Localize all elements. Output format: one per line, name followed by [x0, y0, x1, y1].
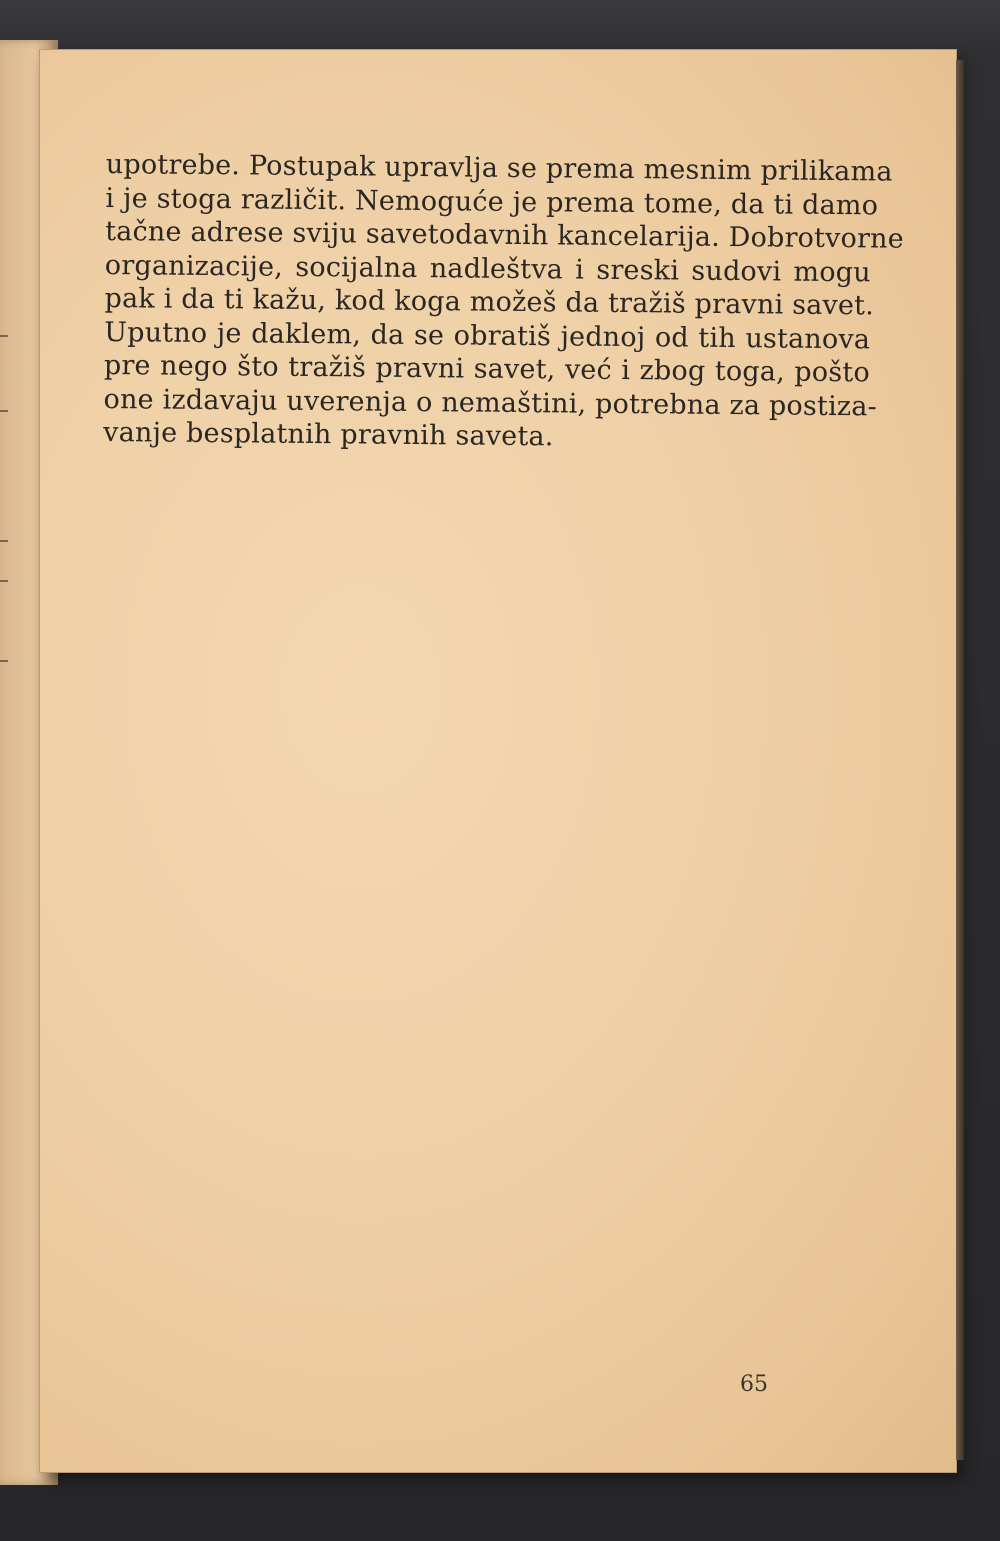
facing-page-mark	[0, 660, 8, 662]
text-line: Uputno je daklem, da se obratiš jednoj od tih ustanova	[104, 316, 871, 355]
book-page	[40, 50, 956, 1472]
text-line: tačne adrese sviju savetodavnih kancelarija. Dobrotvorne	[105, 215, 905, 255]
text-line: i je stoga različit. Nemoguće je prema tome, da ti damo	[105, 182, 879, 221]
text-line: pre nego što tražiš pravni savet, već i zbog toga, pošto	[103, 349, 871, 389]
page-edge-shadow	[956, 60, 964, 1460]
facing-page-mark	[0, 580, 8, 582]
facing-page-mark	[0, 540, 8, 542]
facing-page-mark	[0, 335, 8, 337]
text-line: vanje besplatnih pravnih saveta.	[103, 416, 554, 453]
text-line: pak i da ti kažu, kod koga možeš da tražiš pravni savet.	[104, 282, 875, 322]
text-line: one izdavaju uverenja o nemaštini, potrebna za postiza-	[103, 383, 878, 422]
text-line: upotrebe. Postupak upravlja se prema mesnim prilikama	[105, 148, 893, 188]
body-text	[103, 148, 905, 457]
facing-page-mark	[0, 410, 8, 412]
page-number: 65	[740, 1372, 768, 1397]
text-line: organizacije, socijalna nadleštva i sreski sudovi mogu	[104, 249, 871, 288]
